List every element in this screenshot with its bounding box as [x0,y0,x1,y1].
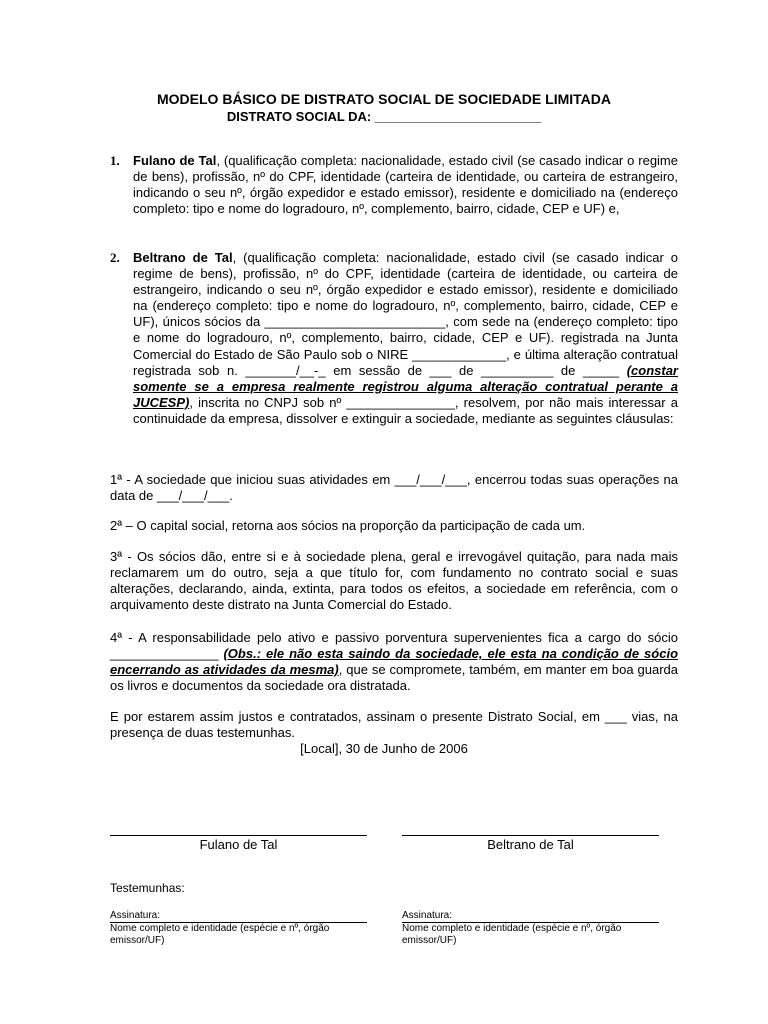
signatory-right-name: Beltrano de Tal [487,837,574,852]
clause-4-emphasis: (Obs.: ele não esta saindo da sociedade, ele esta na condição de sócio encerrando as atividades da mesma) [110,646,679,678]
witnesses-heading: Testemunhas: [110,881,185,895]
clause-3: 3ª - Os sócios dão, entre si e à sociedade plena, geral e irrevogável quitação, para nada mais reclamarem um do outro, seja a que título for, com fundamento no contrato social e suas alterações, declarando, ainda, extinta, para todos os efeitos, a sociedade em referência, com o arquivamento deste distrato na Junta Comercial do Estado. [110,549,678,613]
date-line: [Local], 30 de Junho de 2006 [300,741,468,756]
witness-2-block [402,910,659,947]
witness-2-signature-label: Assinatura: [402,910,659,923]
clause-4-text: 4ª - A responsabilidade pelo ativo e passivo porventura supervenientes fica a cargo do sócio _______________ [110,630,678,662]
party-1-number: 1. [110,153,120,168]
party-2-text-after: , inscrita no CNPJ sob nº _______________, resolvem, por não mais interessar a continuidade da empresa, dissolver e extinguir a sociedade, mediante as seguintes cláusulas: [133,394,678,426]
witness-1-name-label: Nome completo e identidade (espécie e nº, órgão emissor/UF) [110,923,330,946]
clause-2: 2ª – O capital social, retorna aos sócios na proporção da participação de cada um. [110,518,586,533]
clause-4 [110,630,678,694]
signatory-left-name: Fulano de Tal [199,837,278,852]
clause-1: 1ª - A sociedade que iniciou suas atividades em ___/___/___, encerrou todas suas operações na data de ___/___/___. [110,472,678,504]
signature-line-right [402,835,659,836]
party-1-text: , (qualificação completa: nacionalidade, estado civil (se casado indicar o regime de bens), profissão, nº do CPF, identidade (carteira de identidade, ou carteira de estrangeiro, indicando o seu nº, órgão expedidor e estado emissor), residente e domiciliado na (endereço completo: tipo e nome do logradouro, nº, complemento, bairro, cidade, CEP e UF) e, [133,153,678,217]
signature-line-left [110,835,367,836]
closing-paragraph: E por estarem assim justos e contratados, assinam o presente Distrato Social, em ___ vias, na presença de duas testemunhas. [110,709,678,741]
party-2-name: Beltrano de Tal [133,250,233,265]
document-subtitle: DISTRATO SOCIAL DA: _______________________ [226,109,542,124]
document-title: MODELO BÁSICO DE DISTRATO SOCIAL DE SOCIEDADE LIMITADA [157,91,611,107]
party-2-number: 2. [110,250,120,265]
party-1-name: Fulano de Tal [133,153,217,168]
party-2-emphasis: (constar somente se a empresa realmente registrou alguma alteração contratual perante a JUCESP) [133,362,678,410]
witness-2-name-label: Nome completo e identidade (espécie e nº, órgão emissor/UF) [402,923,622,946]
witness-1-block [110,910,367,947]
party-1-paragraph [133,153,678,217]
clause-4-text-after: , que se compromete, também, em manter em boa guarda os livros e documentos da sociedade ora distratada. [110,662,678,694]
party-2-text: , (qualificação completa: nacionalidade, estado civil (se casado indicar o regime de bens), profissão, nº do CPF, identidade (carteira de identidade, ou carteira de estrangeiro, indicando o seu nº, órgão expedidor e estado emissor), residente e domiciliado na (endereço completo: tipo e nome do logradouro, nº, complemento, bairro, cidade, CEP e UF), únicos sócios da _________________________, com sede na (endereço completo: tipo e nome do logradouro, nº, complemento, bairro, cidade, CEP e UF). registrada na Junta Comercial do Estado de São Paulo sob o NIRE _____________, e última alteração contratual registrada sob n. _______/__-_ em sessão de ___ de __________ de _____ [133,250,678,378]
witness-1-signature-label: Assinatura: [110,910,367,923]
party-2-paragraph [133,250,678,427]
